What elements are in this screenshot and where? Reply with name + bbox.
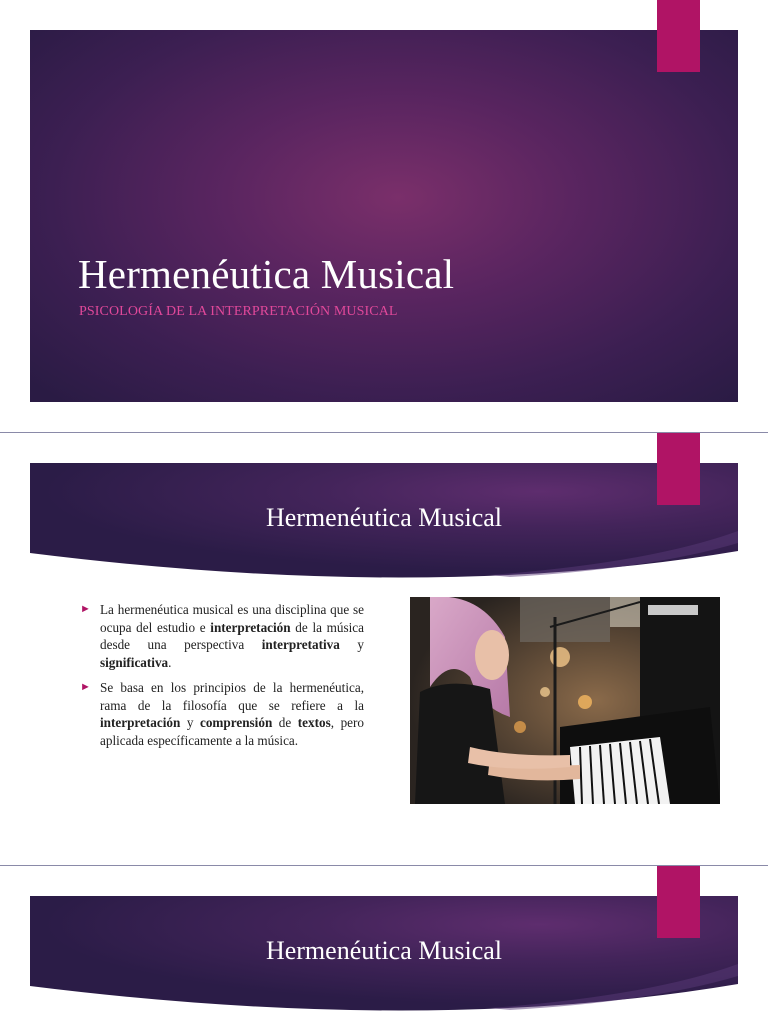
text-run: , pero aplicada específicamente a la música. bbox=[100, 715, 365, 748]
slide-title: Hermenéutica Musical bbox=[265, 936, 503, 965]
accent-tab bbox=[657, 0, 700, 72]
text-run: La hermenéutica musical es una disciplina que se ocupa del estudio e bbox=[100, 602, 364, 635]
bold-term: textos bbox=[297, 715, 331, 730]
text-run: . bbox=[168, 654, 172, 670]
slide-title: Hermenéutica Musical bbox=[265, 503, 503, 532]
bullet-arrow-icon: ► bbox=[80, 681, 91, 693]
text-run: y bbox=[339, 637, 364, 652]
title-background-panel bbox=[30, 30, 738, 402]
bullet-item bbox=[80, 601, 364, 671]
bullet-text bbox=[100, 679, 364, 749]
next-slide[interactable] bbox=[0, 866, 768, 1024]
text-run: de bbox=[272, 715, 298, 730]
bullet-item bbox=[80, 679, 364, 749]
accent-tab bbox=[657, 433, 700, 505]
bullet-text bbox=[100, 601, 364, 671]
subtitle: PSICOLOGÍA DE LA INTERPRETACIÓN MUSICAL bbox=[79, 304, 398, 319]
bullet-list bbox=[80, 601, 364, 757]
accent-tab bbox=[657, 866, 700, 938]
text-run: y bbox=[180, 715, 200, 730]
header-band bbox=[30, 463, 738, 578]
bold-term: interpretativa bbox=[261, 637, 340, 652]
title-slide[interactable] bbox=[0, 0, 768, 432]
bullet-arrow-icon: ► bbox=[80, 603, 91, 615]
header-band bbox=[30, 896, 738, 1011]
text-run: Se basa en los principios de la hermenéutica, rama de la filosofía que se refiere a la bbox=[100, 680, 364, 713]
main-title: Hermenéutica Musical bbox=[78, 251, 455, 297]
bold-term: significativa bbox=[100, 654, 169, 670]
content-slide[interactable] bbox=[0, 433, 768, 865]
piano-player-photo bbox=[410, 597, 720, 804]
bold-term: interpretación bbox=[100, 715, 181, 730]
text-run: de la música desde una perspectiva bbox=[100, 619, 364, 652]
bold-term: comprensión bbox=[199, 715, 273, 730]
bold-term: interpretación bbox=[210, 619, 291, 635]
